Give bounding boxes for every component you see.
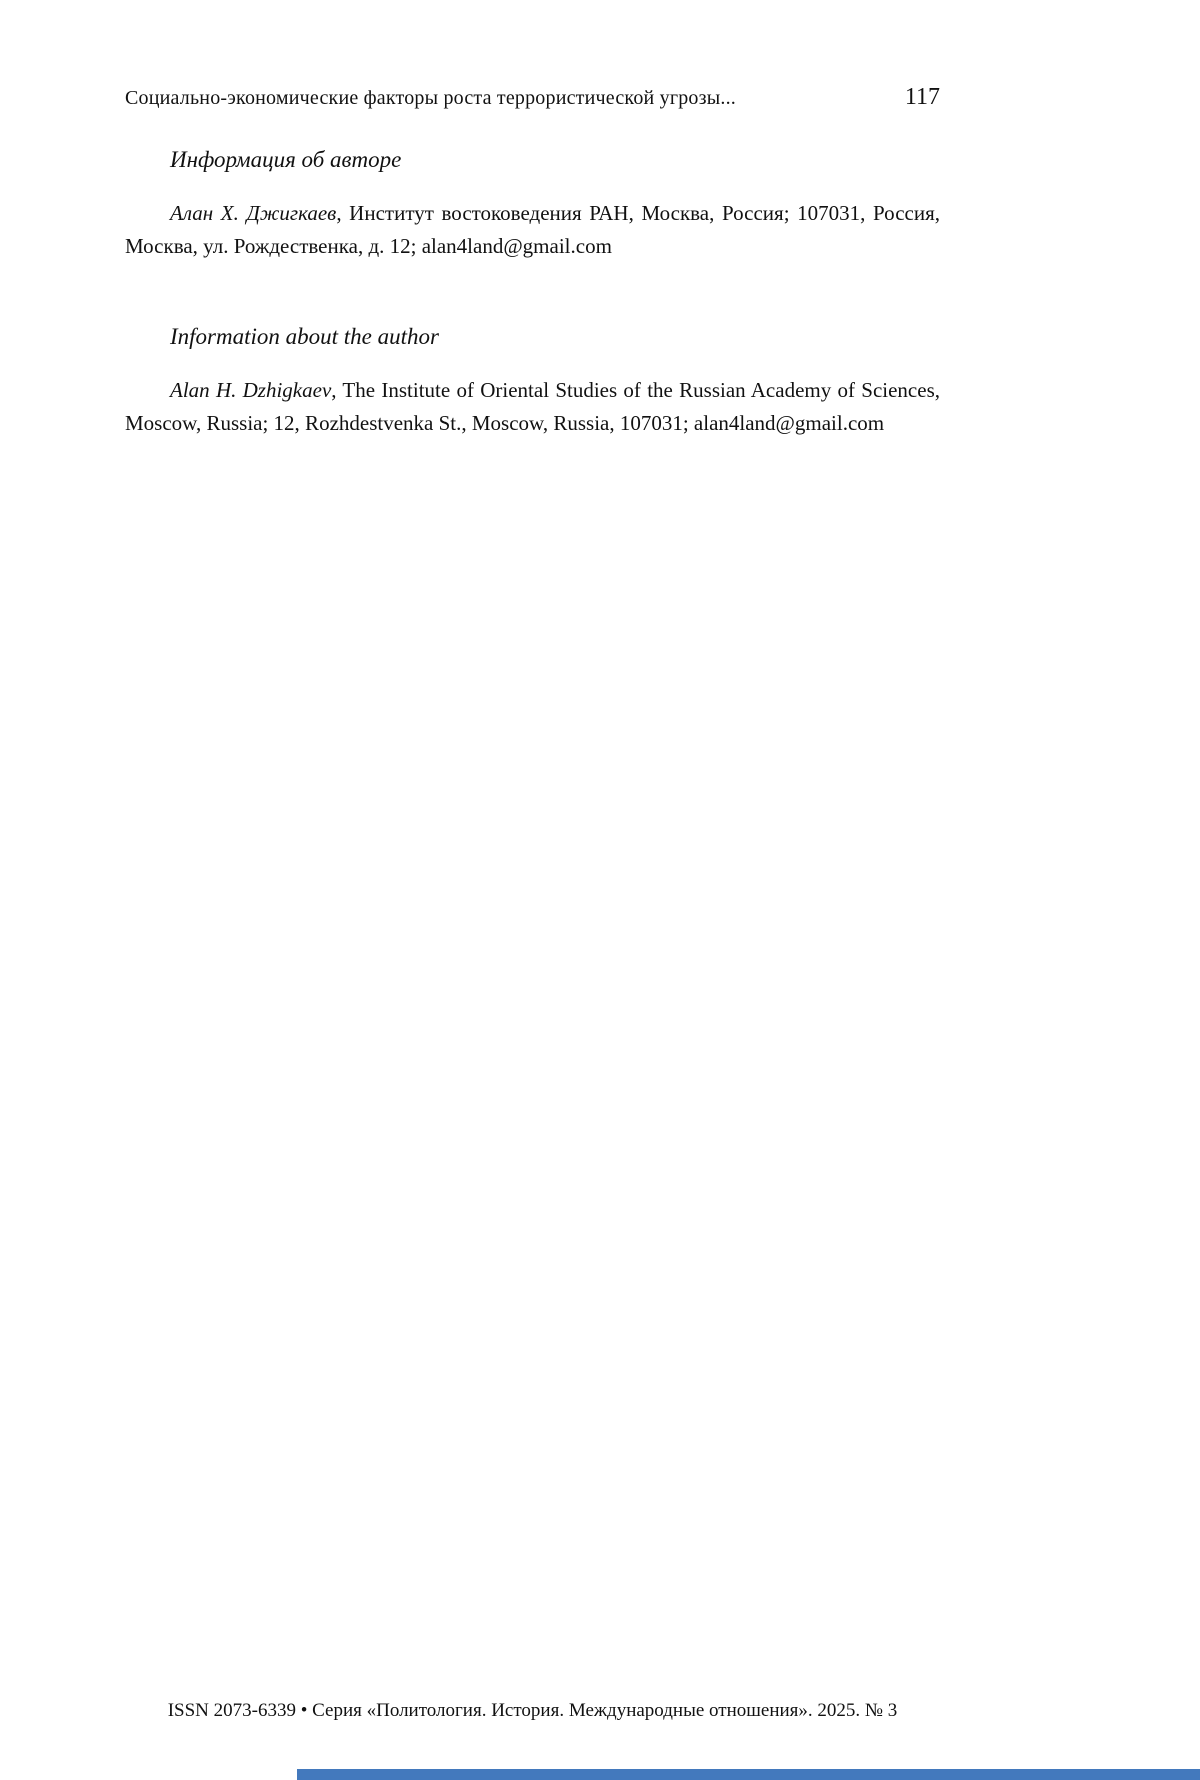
text-block <box>125 84 940 460</box>
author-paragraph-en <box>125 374 940 439</box>
author-name-en: Alan H. Dzhigkaev <box>170 378 332 403</box>
running-header-row <box>125 84 940 111</box>
section-author-info-en <box>125 324 940 439</box>
running-header-title: Социально-экономические факторы роста террористической угрозы... <box>125 87 736 109</box>
section-heading-ru: Информация об авторе <box>170 147 402 172</box>
section-heading-en: Information about the author <box>170 324 439 350</box>
page-number: 117 <box>904 84 940 110</box>
author-name-ru: Алан Х. Джигкаев <box>170 201 337 225</box>
journal-footer: ISSN 2073-6339 • Серия «Политология. История. Международные отношения». 2025. № 3 <box>167 1700 898 1721</box>
author-affiliation-en: , The Institute of Oriental Studies of the Russian Academy of Sciences, Moscow, Russia; 12, Rozhdestvenka St., Moscow, Russia, 107031; alan4land@gmail.com <box>125 378 941 435</box>
author-paragraph-ru <box>125 197 940 262</box>
bottom-accent-bar <box>297 1769 1200 1780</box>
section-author-info-ru <box>125 147 940 262</box>
author-affiliation-ru: , Институт востоковедения РАН, Москва, Россия; 107031, Россия, Москва, ул. Рождественка, д. 12; alan4land@gmail.com <box>125 201 940 258</box>
